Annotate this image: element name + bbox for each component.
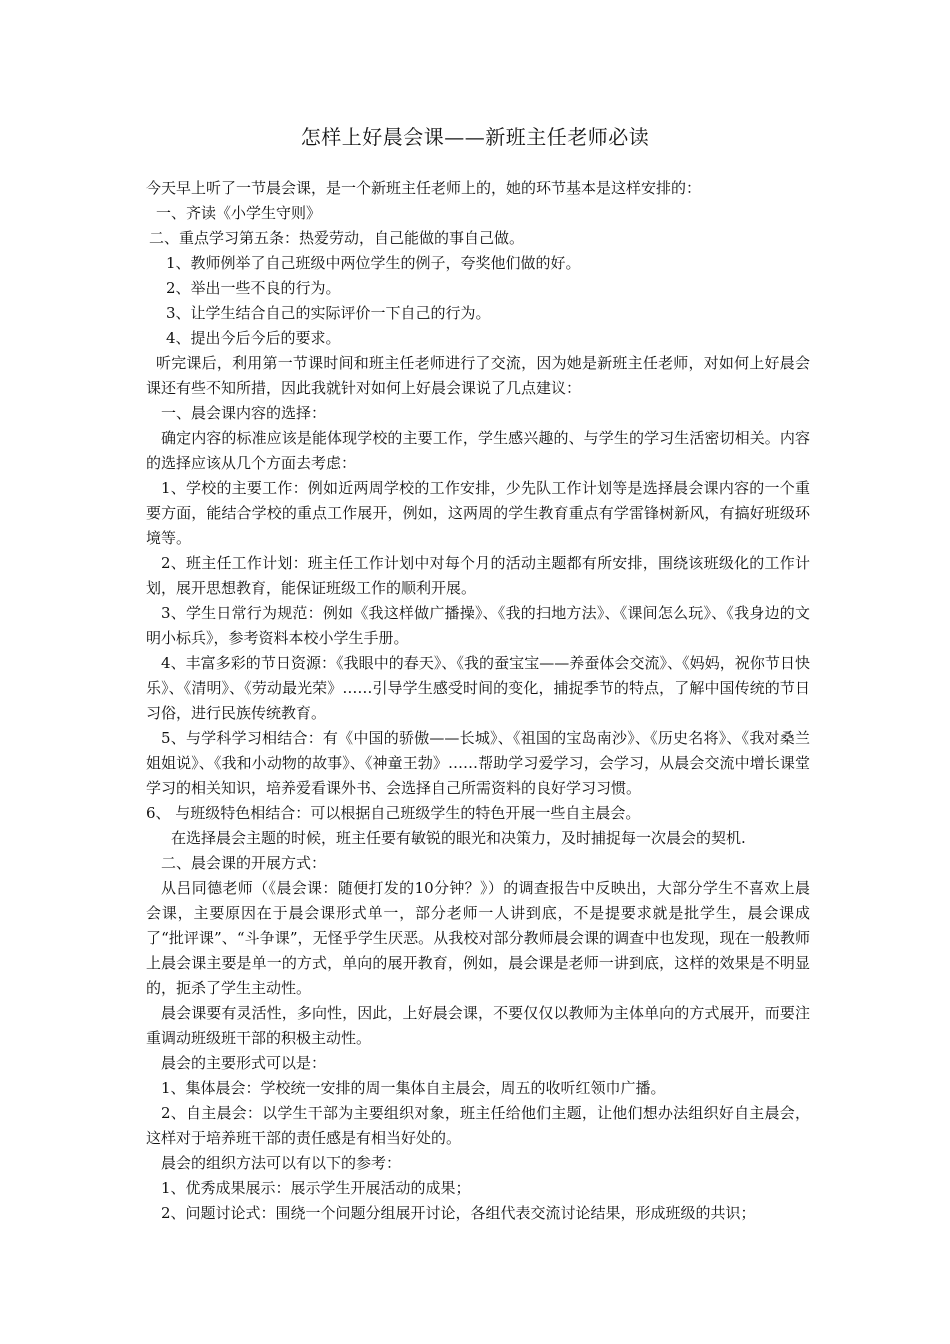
paragraph-discussion: 听完课后，利用第一节课时间和班主任老师进行了交流，因为她是新班主任老师，对如何上好晨会课还有些不知所措，因此我就针对如何上好晨会课说了几点建议： — [146, 354, 810, 397]
paragraph-organization: 晨会的组织方法可以有以下的参考： — [161, 1154, 402, 1172]
paragraph-method-discussion: 2、问题讨论式：围绕一个问题分组展开讨论，各组代表交流讨论结果，形成班级的共识； — [161, 1204, 756, 1222]
paragraph-item-subjects: 5、与学科学习相结合：有《中国的骄傲——长城》、《祖国的宝岛南沙》、《历史名将》、《我对桑兰姐姐说》、《我和小动物的故事》、《神童王勃》……帮助学习爱学习，会学习，从晨会交流中增长课堂学习的相关知识，培养爱看课外书、会选择自己所需资料的良好学习习惯。 — [146, 729, 810, 797]
paragraph-form-collective: 1、集体晨会：学校统一安排的周一集体自主晨会，周五的收听红领巾广播。 — [161, 1079, 666, 1097]
paragraph-form-autonomous: 2、自主晨会：以学生干部为主要组织对象，班主任给他们主题，让他们想办法组织好自主晨会，这样对于培养班干部的责任感是有相当好处的。 — [146, 1104, 810, 1147]
paragraph-item-festivals: 4、丰富多彩的节日资源：《我眼中的春天》、《我的蚕宝宝——养蚕体会交流》、《妈妈，祝你节日快乐》、《清明》、《劳动最光荣》……引导学生感受时间的变化，捕捉季节的特点，了解中国传统的节日习俗，进行民族传统教育。 — [146, 654, 810, 722]
paragraph-item-behavior: 3、学生日常行为规范：例如《我这样做广播操》、《我的扫地方法》、《课间怎么玩》、《我身边的文明小标兵》，参考资料本校小学生手册。 — [146, 604, 810, 647]
paragraph-item-teacher-plan: 2、班主任工作计划：班主任工作计划中对每个月的活动主题都有所安排，围绕该班级化的工作计划，展开思想教育，能保证班级工作的顺利开展。 — [146, 554, 810, 597]
paragraph-step-1: 一、齐读《小学生守则》 — [156, 204, 322, 222]
paragraph-substep-1: 1、教师例举了自己班级中两位学生的例子，夸奖他们做的好。 — [166, 254, 581, 272]
paragraph-item-school-work: 1、学校的主要工作：例如近两周学校的工作安排，少先队工作计划等是选择晨会课内容的一个重要方面，能结合学校的重点工作展开，例如，这两周的学生教育重点有学雷锋树新风，有搞好班级环境等。 — [146, 479, 810, 547]
paragraph-substep-3: 3、让学生结合自己的实际评价一下自己的行为。 — [166, 304, 491, 322]
paragraph-item-class-features: 6、 与班级特色相结合：可以根据自己班级学生的特色开展一些自主晨会。 — [146, 804, 641, 822]
paragraph-substep-2: 2、举出一些不良的行为。 — [166, 279, 341, 297]
document-title: 怎样上好晨会课——新班主任老师必读 — [300, 125, 650, 149]
heading-methods: 二、晨会课的开展方式： — [161, 854, 327, 872]
document-body — [146, 176, 810, 1226]
paragraph-substep-4: 4、提出今后今后的要求。 — [166, 329, 341, 347]
paragraph-topic-choice: 在选择晨会主题的时候，班主任要有敏锐的眼光和决策力，及时捕捉每一次晨会的契机. — [171, 829, 746, 847]
paragraph-main-forms: 晨会的主要形式可以是： — [161, 1054, 327, 1072]
paragraph-content-criteria: 确定内容的标准应该是能体现学校的主要工作，学生感兴趣的、与学生的学习生活密切相关。内容的选择应该从几个方面去考虑： — [146, 429, 810, 472]
paragraph-method-showcase: 1、优秀成果展示：展示学生开展活动的成果； — [161, 1179, 471, 1197]
heading-content-selection: 一、晨会课内容的选择： — [161, 404, 327, 422]
paragraph-survey: 从吕同德老师（《晨会课：随便打发的10分钟？》）的调查报告中反映出，大部分学生不喜欢上晨会课，主要原因在于晨会课形式单一，部分老师一人讲到底，不是提要求就是批学生，晨会课成了“批评课”、“斗争课”，无怪乎学生厌恶。从我校对部分教师晨会课的调查中也发现，现在一般教师上晨会课主要是单一的方式，单向的展开教育，例如，晨会课是老师一讲到底，这样的效果是不明显的，扼杀了学生主动性。 — [146, 879, 810, 997]
paragraph-intro: 今天早上听了一节晨会课，是一个新班主任老师上的，她的环节基本是这样安排的： — [146, 179, 702, 197]
paragraph-flexibility: 晨会课要有灵活性，多向性，因此，上好晨会课，不要仅仅以教师为主体单向的方式展开，而要注重调动班级班干部的积极主动性。 — [146, 1004, 810, 1047]
paragraph-step-2: 二、重点学习第五条：热爱劳动，自己能做的事自己做。 — [149, 229, 525, 247]
